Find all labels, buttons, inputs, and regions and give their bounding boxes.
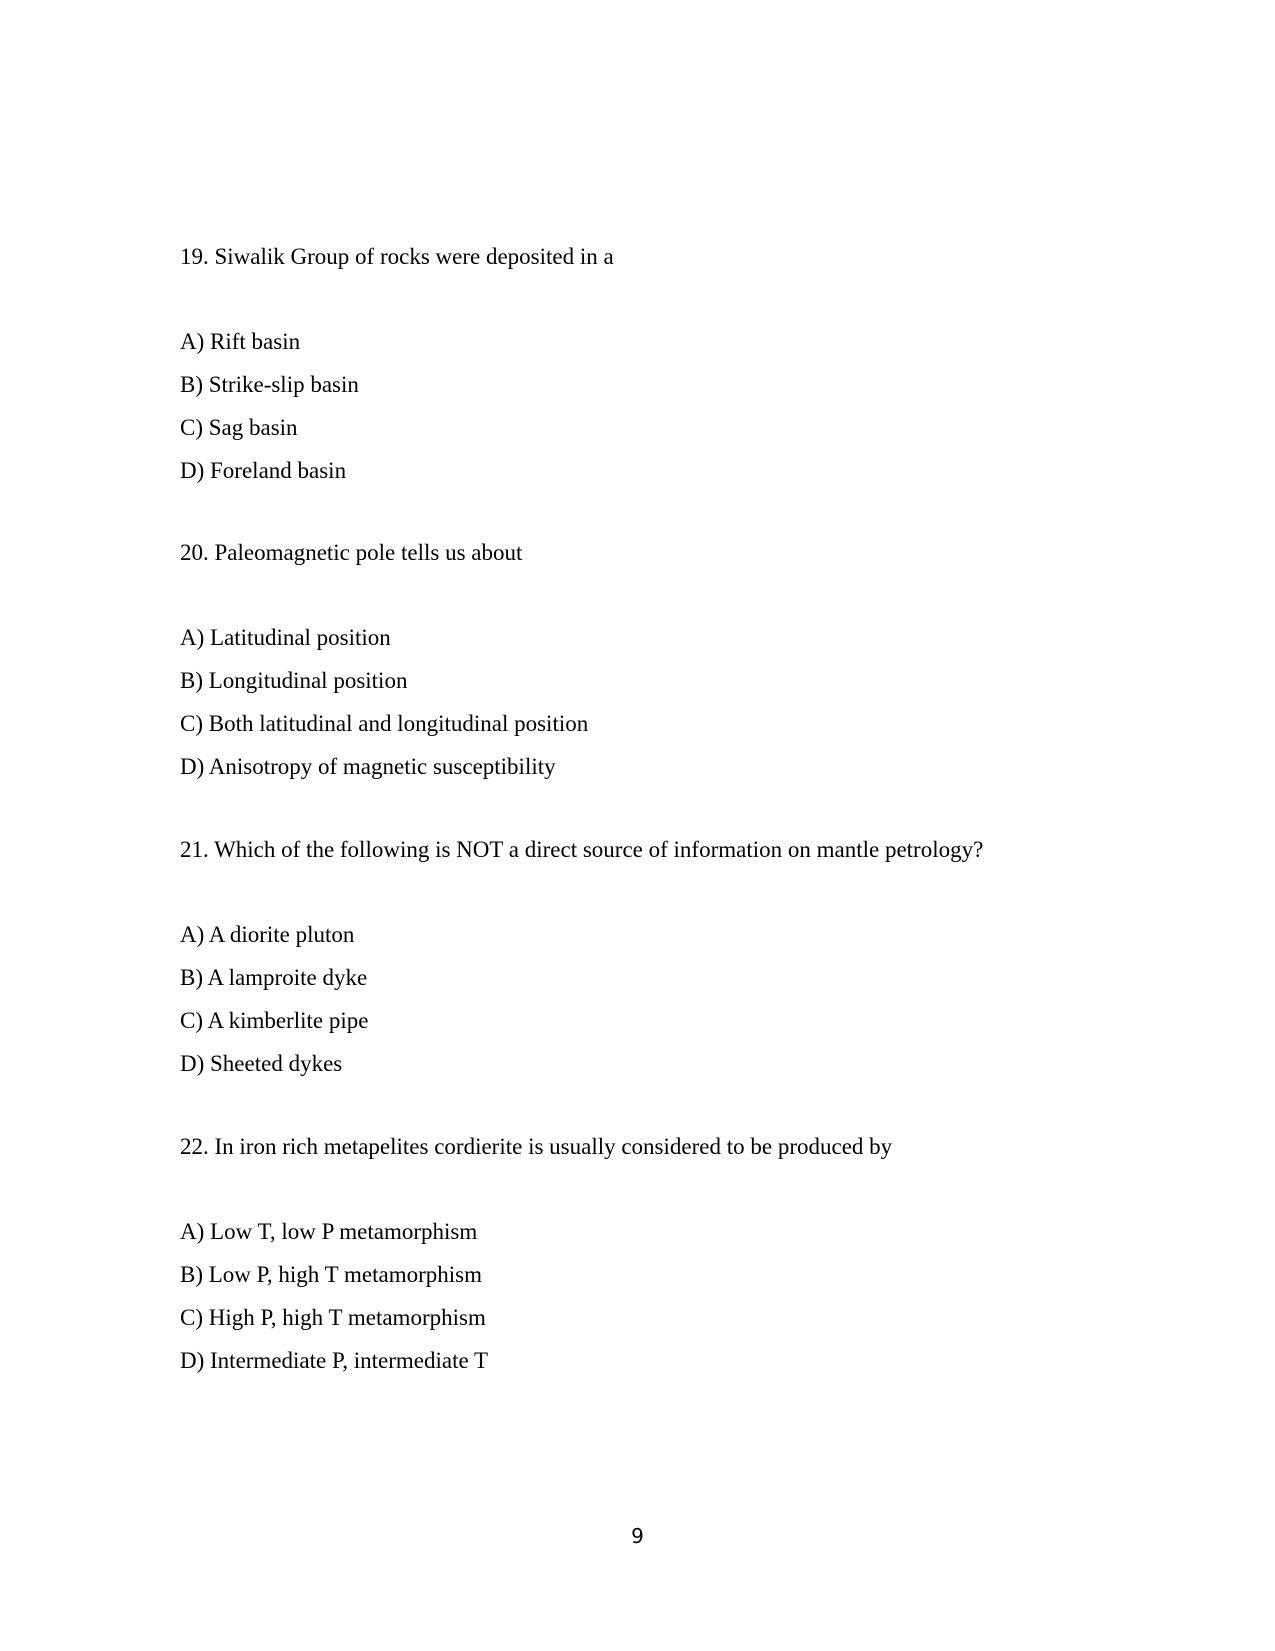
- option-d: D) Sheeted dykes: [180, 1051, 343, 1076]
- option-c: C) High P, high T metamorphism: [180, 1305, 486, 1330]
- question-22: [180, 1133, 1180, 1374]
- option-d: D) Intermediate P, intermediate T: [180, 1348, 489, 1373]
- options-list: [180, 624, 1180, 780]
- options-list: [180, 921, 1180, 1077]
- option-b: B) A lamproite dyke: [180, 965, 368, 990]
- option-a: A) Low T, low P metamorphism: [180, 1219, 478, 1244]
- question-text: 21. Which of the following is NOT a direct source of information on mantle petrology?: [180, 837, 984, 862]
- option-d: D) Anisotropy of magnetic susceptibility: [180, 754, 556, 779]
- option-b: B) Low P, high T metamorphism: [180, 1262, 482, 1287]
- option-b: B) Strike-slip basin: [180, 372, 359, 397]
- options-list: [180, 1218, 1180, 1374]
- option-c: C) Both latitudinal and longitudinal position: [180, 711, 589, 736]
- options-list: [180, 328, 1180, 484]
- option-d: D) Foreland basin: [180, 458, 347, 483]
- question-text: 19. Siwalik Group of rocks were deposited in a: [180, 244, 614, 269]
- question-20: [180, 539, 1180, 780]
- question-text: 22. In iron rich metapelites cordierite is usually considered to be produced by: [180, 1134, 893, 1159]
- question-19: [180, 243, 1180, 484]
- question-text: 20. Paleomagnetic pole tells us about: [180, 540, 523, 565]
- question-21: [180, 836, 1180, 1077]
- option-c: C) A kimberlite pipe: [180, 1008, 369, 1033]
- page-number: 9: [631, 1524, 644, 1548]
- option-a: A) A diorite pluton: [180, 922, 355, 947]
- option-b: B) Longitudinal position: [180, 668, 408, 693]
- option-c: C) Sag basin: [180, 415, 298, 440]
- option-a: A) Rift basin: [180, 329, 301, 354]
- option-a: A) Latitudinal position: [180, 625, 391, 650]
